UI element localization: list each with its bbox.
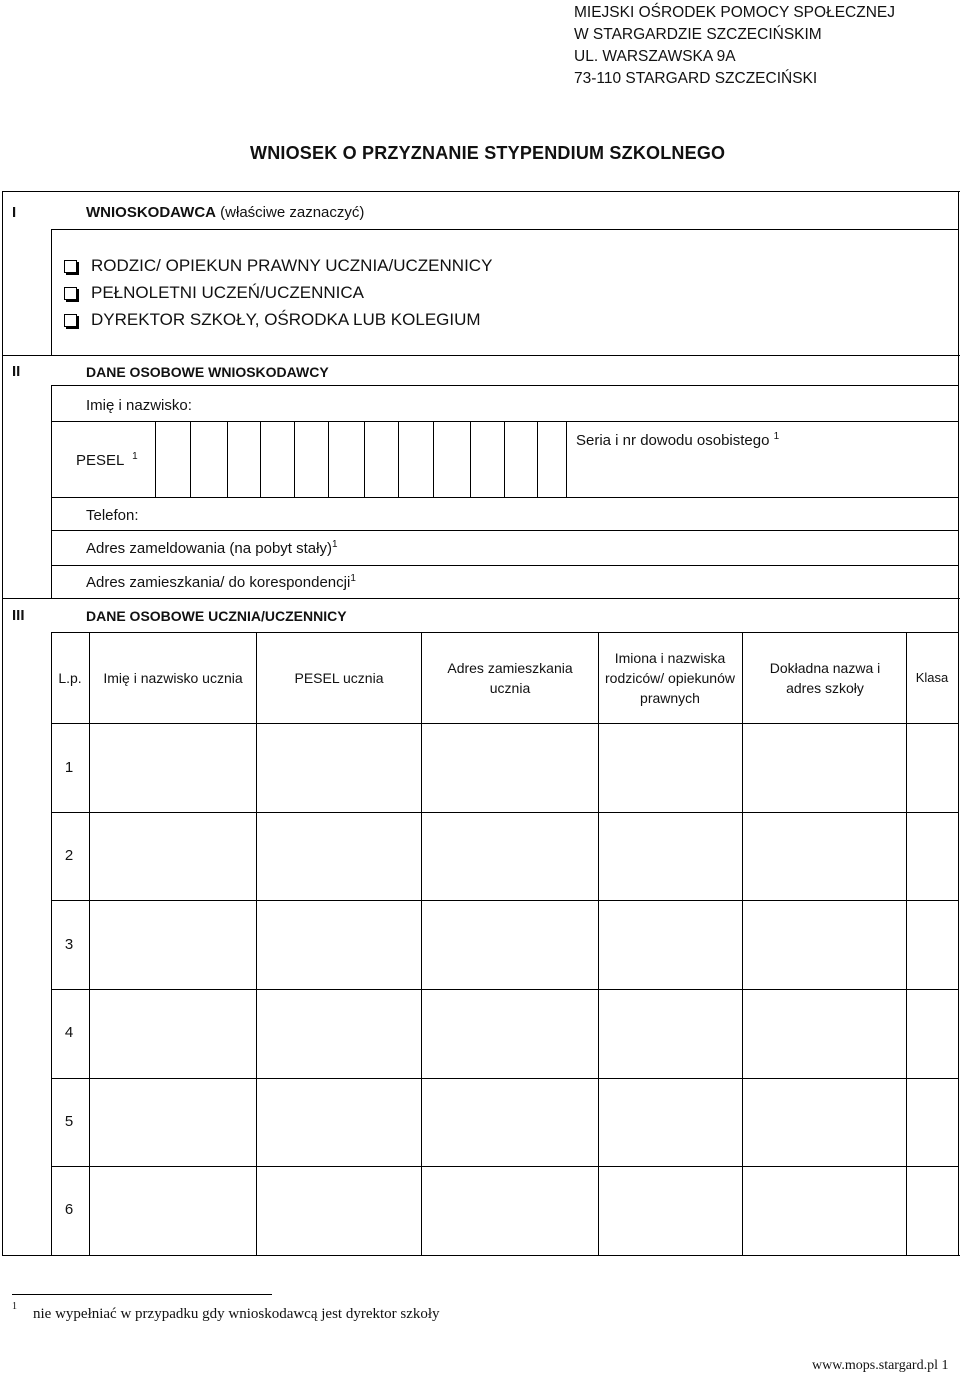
registered-address-label: Adres zameldowania (na pobyt stały)$^1$ xyxy=(86,539,338,557)
footer-url: www.mops.stargard.pl xyxy=(812,1358,938,1373)
option-adult-student[interactable] xyxy=(64,283,364,303)
section-2-heading: DANE OSOBOWE WNIOSKODAWCY xyxy=(86,364,329,380)
col-header-lp: L.p. xyxy=(58,669,82,686)
pesel-label xyxy=(76,451,138,469)
correspondence-address-footnote-ref: 1 xyxy=(350,573,356,584)
phone-label: Telefon: xyxy=(86,507,139,524)
table-row-number: 5 xyxy=(64,1113,74,1130)
footnote-marker: 1 xyxy=(12,1301,17,1312)
col-header-student-address: Adres zamieszkania ucznia xyxy=(447,659,573,696)
pesel-label-text: PESEL xyxy=(76,452,124,469)
col-header-school: Dokładna nazwa i adres szkoły xyxy=(769,659,881,696)
option-director[interactable] xyxy=(64,310,481,330)
correspondence-address-label: Adres zamieszkania/ do korespondencji$^1$ xyxy=(86,573,356,591)
option-parent[interactable] xyxy=(64,256,492,276)
id-card-label xyxy=(576,431,779,449)
section-1-number: I xyxy=(12,204,17,221)
page-number: 1 xyxy=(941,1358,949,1373)
document-title: WNIOSEK O PRZYZNANIE STYPENDIUM SZKOLNEGO xyxy=(250,143,726,163)
footnote-text: nie wypełniać w przypadku gdy wnioskodawcą jest dyrektor szkoły xyxy=(33,1306,440,1322)
id-card-label-text: Seria i nr dowodu osobistego xyxy=(576,432,770,449)
footnote-separator xyxy=(12,1294,272,1295)
institution-street: UL. WARSZAWSKA 9A xyxy=(574,48,736,65)
col-header-student-pesel: PESEL ucznia xyxy=(294,669,384,686)
table-row-number: 6 xyxy=(64,1201,74,1218)
table-row-number: 4 xyxy=(64,1024,74,1041)
checkbox-parent[interactable] xyxy=(64,260,77,273)
applicant-name-label: Imię i nazwisko: xyxy=(86,397,192,414)
institution-postal: 73-110 STARGARD SZCZECIŃSKI xyxy=(574,70,818,87)
table-row-number: 3 xyxy=(64,936,74,953)
section-3-heading: DANE OSOBOWE UCZNIA/UCZENNICY xyxy=(86,608,347,624)
institution-city: W STARGARDZIE SZCZECIŃSKIM xyxy=(574,26,822,43)
option-adult-student-label: PEŁNOLETNI UCZEŃ/UCZENNICA xyxy=(91,283,364,302)
section-2-number: II xyxy=(12,363,21,380)
pesel-footnote-ref: 1 xyxy=(132,451,138,462)
col-header-student-name: Imię i nazwisko ucznia xyxy=(103,669,243,686)
checkbox-adult-student[interactable] xyxy=(64,287,77,300)
section-1-heading xyxy=(86,204,364,221)
table-row-number: 2 xyxy=(64,847,74,864)
checkbox-director[interactable] xyxy=(64,314,77,327)
institution-name: MIEJSKI OŚRODEK POMOCY SPOŁECZNEJ xyxy=(574,4,895,21)
col-header-class: Klasa xyxy=(915,669,949,685)
option-director-label: DYREKTOR SZKOŁY, OŚRODKA LUB KOLEGIUM xyxy=(91,310,481,329)
section-1-note: (właściwe zaznaczyć) xyxy=(220,204,365,221)
page-footer xyxy=(812,1358,949,1374)
registered-address-footnote-ref: 1 xyxy=(331,539,338,550)
section-1-title: WNIOSKODAWCA xyxy=(86,204,216,221)
option-parent-label: RODZIC/ OPIEKUN PRAWNY UCZNIA/UCZENNICY xyxy=(91,256,493,275)
col-header-parents: Imiona i nazwiska rodziców/ opiekunów prawnych xyxy=(605,649,735,706)
table-row-number: 1 xyxy=(64,759,74,776)
section-3-number: III xyxy=(12,607,25,624)
id-card-footnote-ref: 1 xyxy=(773,431,780,442)
